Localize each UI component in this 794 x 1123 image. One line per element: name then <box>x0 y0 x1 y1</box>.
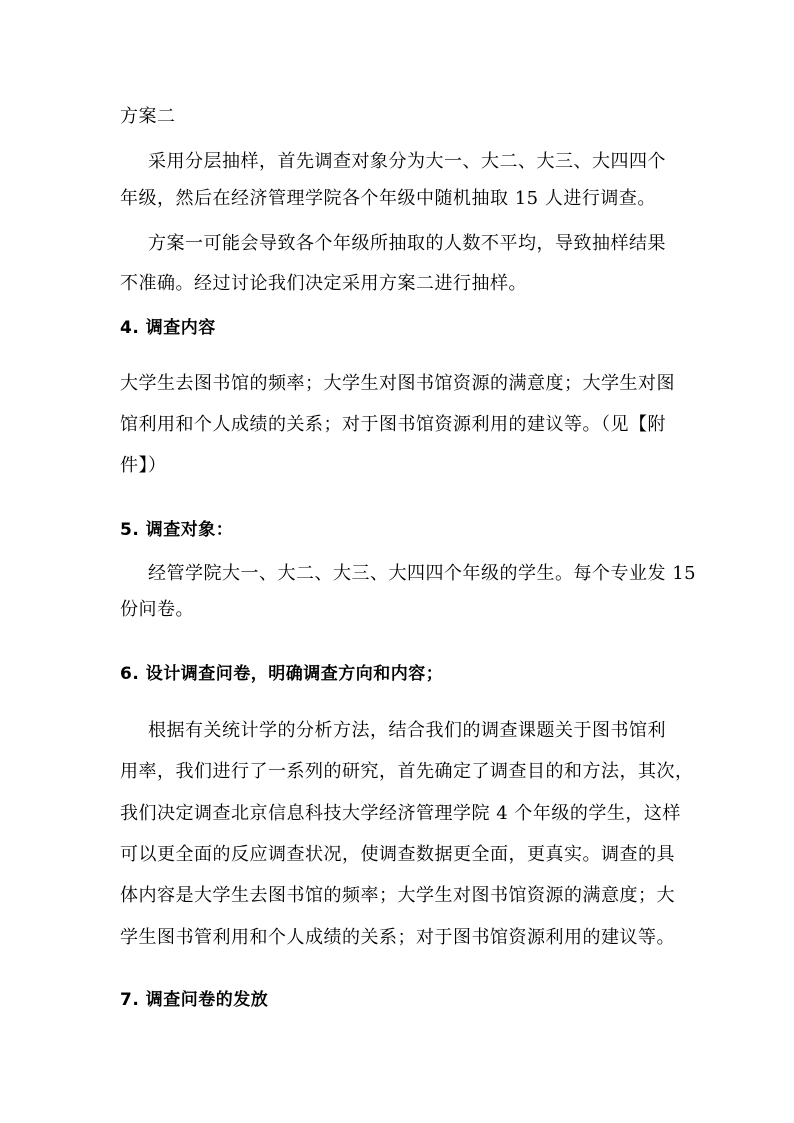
section-5-line-1: 经管学院大一、大二、大三、大四四个年级的学生。每个专业发 15 <box>148 563 697 584</box>
plan2-line-2: 年级，然后在经济管理学院各个年级中随机抽取 15 人进行调查。 <box>120 188 656 209</box>
section-4-heading: 4. 调查内容 <box>120 318 216 338</box>
section-6-line-1: 根据有关统计学的分析方法，结合我们的调查课题关于图书馆利 <box>148 720 666 741</box>
section-4-line-2: 馆利用和个人成绩的关系；对于图书馆资源利用的建议等。（见【附 <box>120 414 666 435</box>
section-6-line-4: 可以更全面的反应调查状况，使调查数据更全面，更真实。调查的具 <box>120 844 675 865</box>
section-5-heading: 5. 调查对象： <box>120 520 234 540</box>
section-7-heading: 7. 调查问卷的发放 <box>120 990 269 1010</box>
plan2-title: 方案二 <box>120 106 176 127</box>
comparison-line-1: 方案一可能会导致各个年级所抽取的人数不平均，导致抽样结果 <box>148 233 666 254</box>
section-6-line-3: 我们决定调查北京信息科技大学经济管理学院 4 个年级的学生，这样 <box>120 803 681 824</box>
section-6-line-6: 学生图书管利用和个人成绩的关系；对于图书馆资源利用的建议等。 <box>120 927 675 948</box>
section-6-line-2: 用率，我们进行了一系列的研究，首先确定了调查目的和方法，其次， <box>120 761 694 782</box>
section-5-line-2: 份问卷。 <box>120 599 194 620</box>
section-4-line-1: 大学生去图书馆的频率；大学生对图书馆资源的满意度；大学生对图 <box>120 373 675 394</box>
comparison-line-2: 不准确。经过讨论我们决定采用方案二进行抽样。 <box>120 273 527 294</box>
section-6-heading: 6. 设计调查问卷，明确调查方向和内容； <box>120 664 444 684</box>
plan2-line-1: 采用分层抽样，首先调查对象分为大一、大二、大三、大四四个 <box>148 151 666 172</box>
section-4-line-3: 件】） <box>120 455 167 476</box>
section-6-line-5: 体内容是大学生去图书馆的频率；大学生对图书馆资源的满意度；大 <box>120 885 675 906</box>
